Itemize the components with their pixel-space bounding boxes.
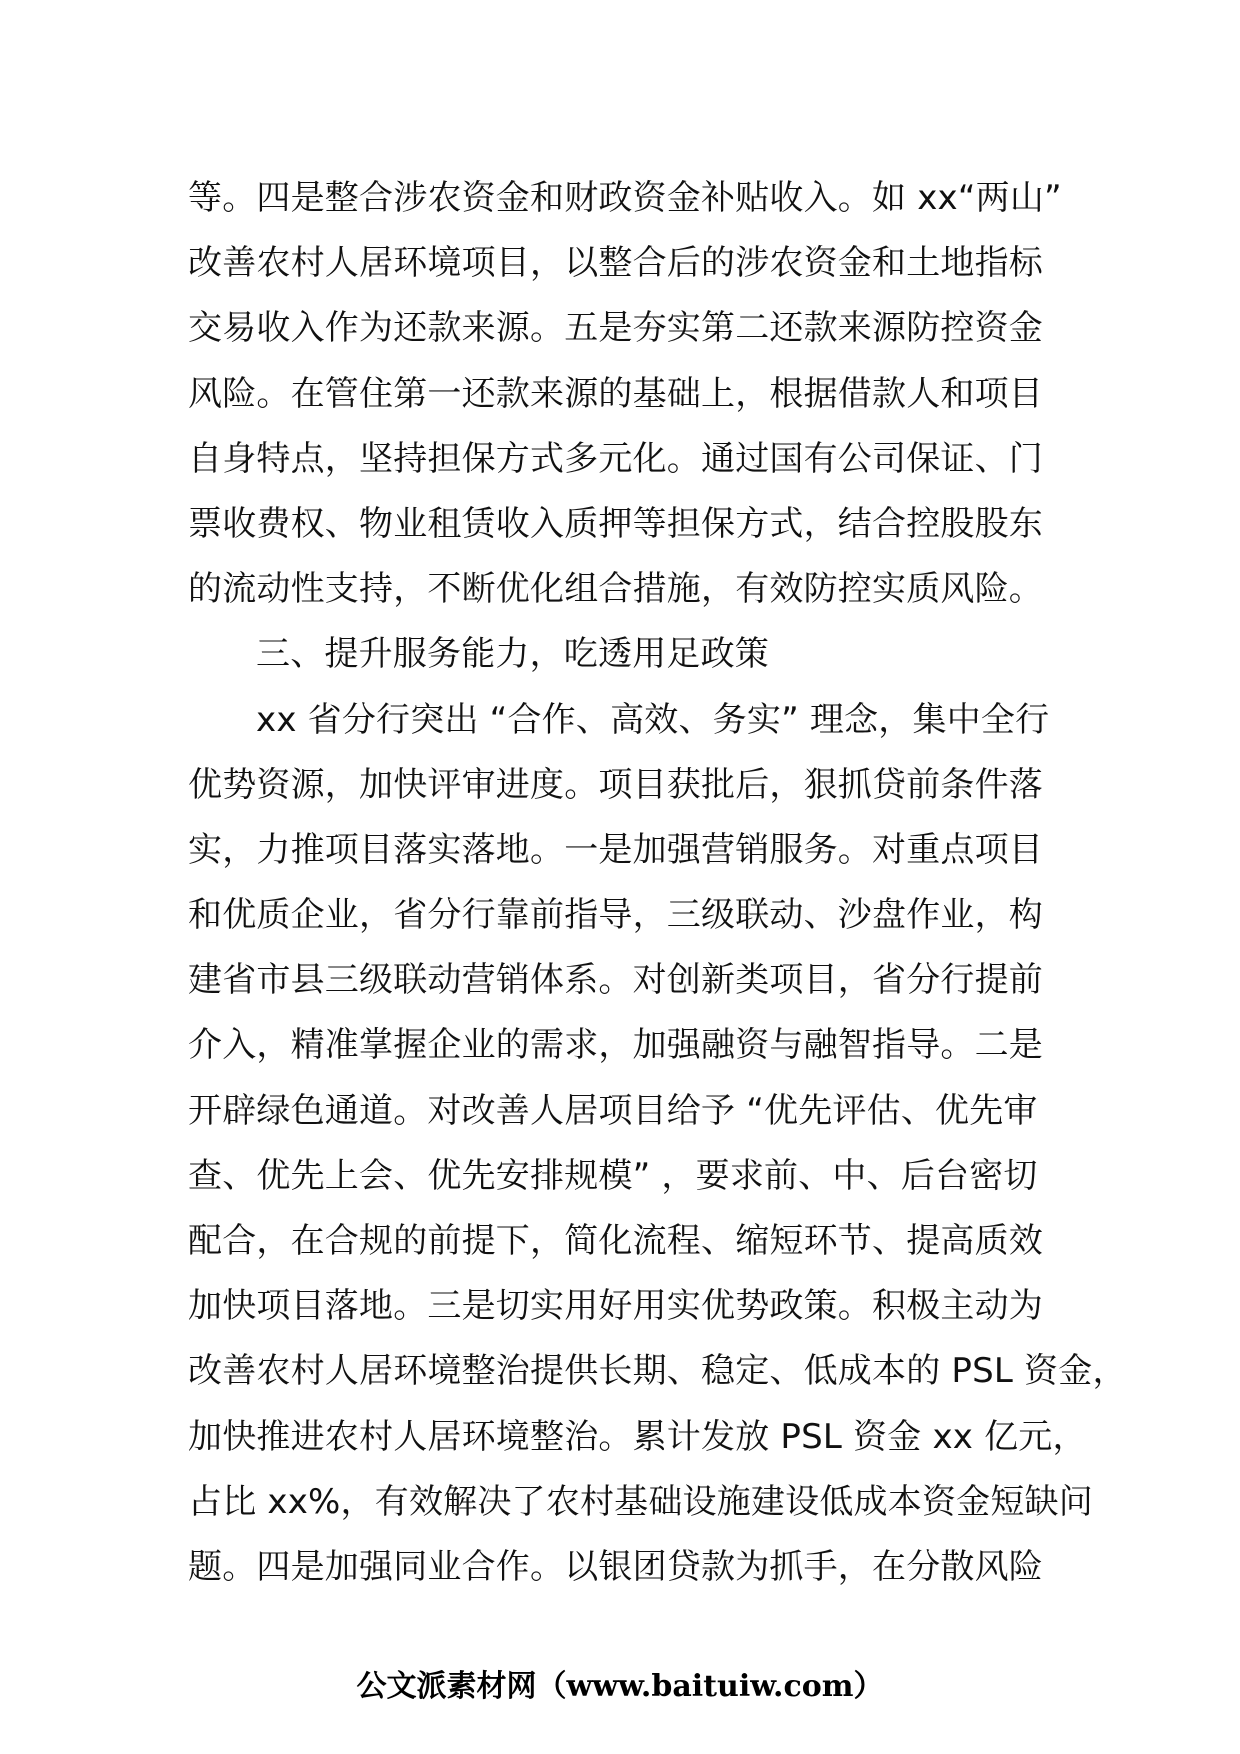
body-line: 实，力推项目落实落地。一是加强营销服务。对重点项目: [188, 829, 1043, 870]
body-line: 介入，精准掌握企业的需求，加强融资与融智指导。二是: [188, 1025, 1043, 1066]
body-line: xx 省分行突出 “合作、高效、务实” 理念，集中全行: [256, 699, 1050, 740]
body-line: 加快项目落地。三是切实用好用实优势政策。积极主动为: [188, 1286, 1043, 1327]
body-line: 交易收入作为还款来源。五是夯实第二还款来源防控资金: [188, 308, 1043, 349]
document-body: [188, 166, 1127, 1600]
section-heading: 三、提升服务能力，吃透用足政策: [256, 634, 769, 675]
body-line: 改善农村人居环境整治提供长期、稳定、低成本的 PSL 资金，: [188, 1351, 1127, 1392]
body-line: 占比 xx%，有效解决了农村基础设施建设低成本资金短缺问: [188, 1481, 1093, 1522]
body-line: 和优质企业，省分行靠前指导，三级联动、沙盘作业，构: [188, 895, 1043, 936]
body-line: 自身特点，坚持担保方式多元化。通过国有公司保证、门: [188, 438, 1043, 479]
body-line: 风险。在管住第一还款来源的基础上，根据借款人和项目: [188, 373, 1043, 414]
body-line: 开辟绿色通道。对改善人居项目给予 “优先评估、优先审: [188, 1090, 1038, 1131]
body-line: 查、优先上会、优先安排规模” ，要求前、中、后台密切: [188, 1155, 1038, 1196]
body-line: 等。四是整合涉农资金和财政资金补贴收入。如 xx“两山”: [188, 178, 1062, 218]
body-line: 配合，在合规的前提下，简化流程、缩短环节、提高质效: [188, 1221, 1043, 1261]
footer-watermark: 公文派素材网（www.baituiw.com）: [356, 1669, 884, 1704]
body-line: 票收费权、物业租赁收入质押等担保方式，结合控股股东: [188, 503, 1043, 544]
body-line: 的流动性支持，不断优化组合措施，有效防控实质风险。: [188, 569, 1043, 610]
body-line: 优势资源，加快评审进度。项目获批后，狠抓贷前条件落: [188, 764, 1043, 805]
body-line: 加快推进农村人居环境整治。累计发放 PSL 资金 xx 亿元，: [188, 1416, 1087, 1457]
body-line: 改善农村人居环境项目，以整合后的涉农资金和土地指标: [188, 243, 1043, 284]
body-line: 题。四是加强同业合作。以银团贷款为抓手，在分散风险: [188, 1546, 1043, 1587]
body-line: 建省市县三级联动营销体系。对创新类项目，省分行提前: [188, 960, 1043, 1001]
